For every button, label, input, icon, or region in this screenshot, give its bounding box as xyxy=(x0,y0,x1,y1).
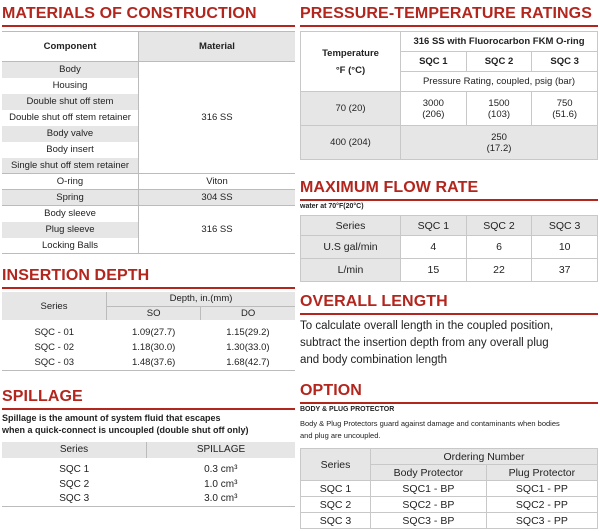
spillage-cell: 3.0 cm³ xyxy=(204,493,238,505)
overall-line-1: To calculate overall length in the coupled position, xyxy=(300,320,554,332)
series-cell: SQC - 02 xyxy=(34,342,75,353)
material-cell: 316 SS xyxy=(139,206,296,254)
option-table xyxy=(300,448,598,529)
insertion-table xyxy=(2,292,295,371)
rating-psig: 250 xyxy=(491,131,507,143)
flow-cell: 37 xyxy=(532,259,598,282)
col-ordering: Ordering Number xyxy=(371,449,598,465)
component-cell: Body valve xyxy=(2,126,139,142)
do-cell: 1.68(42.7) xyxy=(226,356,270,368)
unit-cell: L/min xyxy=(301,259,401,282)
series-cell: SQC 2 xyxy=(301,497,371,513)
plug-cell: SQC1 - PP xyxy=(486,481,597,497)
component-cell: Body xyxy=(2,62,139,78)
pressure-table xyxy=(300,31,598,160)
spillage-table xyxy=(2,442,295,508)
col-do: DO xyxy=(201,306,295,320)
material-cell: Viton xyxy=(139,174,296,190)
component-cell: Locking Balls xyxy=(2,238,139,254)
series-cell: SQC 3 xyxy=(59,493,90,505)
series-cell: SQC 3 xyxy=(301,513,371,529)
temperature-label: Temperature xyxy=(322,47,379,59)
temp-cell: 400 (204) xyxy=(301,126,401,160)
spillage-cell: 0.3 cm³ xyxy=(204,463,238,475)
temp-cell: 70 (20) xyxy=(301,92,401,126)
col-so: SO xyxy=(107,306,201,320)
col-sqc2: SQC 2 xyxy=(466,216,532,236)
col-series: Series xyxy=(301,449,371,481)
col-component: Component xyxy=(2,32,139,62)
col-sqc1: SQC 1 xyxy=(401,216,467,236)
body-cell: SQC3 - BP xyxy=(371,513,487,529)
component-cell: Plug sleeve xyxy=(2,222,139,238)
flow-subtitle: water at 70°F(20°C) xyxy=(300,203,364,210)
overall-title: OVERALL LENGTH xyxy=(300,292,598,315)
col-sqc2: SQC 2 xyxy=(466,52,532,72)
series-cell: SQC 2 xyxy=(59,478,90,490)
component-cell: Housing xyxy=(2,78,139,94)
materials-table xyxy=(2,31,295,254)
option-desc-2: and plug are uncoupled. xyxy=(300,431,381,440)
col-depth: Depth, in.(mm) xyxy=(169,293,233,305)
col-temperature xyxy=(301,32,401,92)
rating-cell xyxy=(532,92,598,126)
flow-cell: 6 xyxy=(466,236,532,259)
component-cell: O-ring xyxy=(2,174,139,190)
component-cell: Single shut off stem retainer xyxy=(2,158,139,174)
option-subtitle: BODY & PLUG PROTECTOR xyxy=(300,406,395,413)
rating-bar: (51.6) xyxy=(552,108,578,120)
so-cell: 1.48(37.6) xyxy=(131,356,176,368)
col-spillage: SPILLAGE xyxy=(196,444,246,455)
col-series: Series xyxy=(2,292,107,320)
col-material: Material xyxy=(139,32,296,62)
left-column xyxy=(2,0,295,507)
material-cell: 304 SS xyxy=(139,190,296,206)
flow-table xyxy=(300,215,598,282)
do-cell: 1.15(29.2) xyxy=(226,327,270,338)
series-cell: SQC 1 xyxy=(301,481,371,497)
flow-title: MAXIMUM FLOW RATE xyxy=(300,178,598,201)
series-cell: SQC 1 xyxy=(59,463,90,475)
rating-cell xyxy=(401,126,598,160)
body-cell: SQC2 - BP xyxy=(371,497,487,513)
plug-cell: SQC3 - PP xyxy=(486,513,597,529)
component-cell: Body sleeve xyxy=(2,206,139,222)
spillage-title: SPILLAGE xyxy=(2,387,295,410)
rating-cell xyxy=(466,92,532,126)
spillage-cell: 1.0 cm³ xyxy=(204,478,238,490)
overall-line-3: and body combination length xyxy=(300,354,448,366)
so-cell: 1.09(27.7) xyxy=(131,327,176,338)
material-cell: 316 SS xyxy=(139,62,296,174)
spillage-desc-2: when a quick-connect is uncoupled (double shut off only) xyxy=(2,424,249,435)
right-column xyxy=(300,0,598,529)
rating-psig: 750 xyxy=(556,97,573,109)
so-cell: 1.18(30.0) xyxy=(131,342,176,353)
col-series: Series xyxy=(301,216,401,236)
component-cell: Double shut off stem xyxy=(2,94,139,110)
flow-cell: 22 xyxy=(466,259,532,282)
component-cell: Spring xyxy=(2,190,139,206)
unit-cell: U.S gal/min xyxy=(301,236,401,259)
rating-cell xyxy=(401,92,467,126)
option-desc-1: Body & Plug Protectors guard against damage and contaminants when bodies xyxy=(300,419,560,428)
rating-bar: (206) xyxy=(422,108,445,120)
component-cell: Body insert xyxy=(2,142,139,158)
flow-cell: 4 xyxy=(401,236,467,259)
col-seal: 316 SS with Fluorocarbon FKM O-ring xyxy=(401,32,598,52)
do-cell: 1.30(33.0) xyxy=(226,342,270,353)
col-sqc3: SQC 3 xyxy=(532,52,598,72)
rating-psig: 3000 xyxy=(422,97,444,109)
spillage-desc-1: Spillage is the amount of system fluid that escapes xyxy=(2,412,221,423)
rating-bar: (17.2) xyxy=(486,142,512,154)
body-cell: SQC1 - BP xyxy=(371,481,487,497)
col-sqc1: SQC 1 xyxy=(401,52,467,72)
flow-cell: 15 xyxy=(401,259,467,282)
rating-psig: 1500 xyxy=(488,97,510,109)
temperature-unit: °F (°C) xyxy=(335,64,366,76)
flow-cell: 10 xyxy=(532,236,598,259)
col-body-protector: Body Protector xyxy=(371,465,487,481)
pressure-title: PRESSURE-TEMPERATURE RATINGS xyxy=(300,4,598,27)
overall-line-2: subtract the insertion depth from any overall plug xyxy=(300,337,549,349)
option-title: OPTION xyxy=(300,381,598,404)
col-series: Series xyxy=(2,442,147,458)
series-cell: SQC - 01 xyxy=(34,327,75,338)
insertion-title: INSERTION DEPTH xyxy=(2,266,295,289)
col-sqc3: SQC 3 xyxy=(532,216,598,236)
component-cell: Double shut off stem retainer xyxy=(2,110,139,126)
series-cell: SQC - 03 xyxy=(34,356,75,368)
plug-cell: SQC2 - PP xyxy=(486,497,597,513)
rating-bar: (103) xyxy=(487,108,511,120)
col-plug-protector: Plug Protector xyxy=(486,465,597,481)
materials-title: MATERIALS OF CONSTRUCTION xyxy=(2,4,295,27)
col-rating: Pressure Rating, coupled, psig (bar) xyxy=(401,72,598,92)
